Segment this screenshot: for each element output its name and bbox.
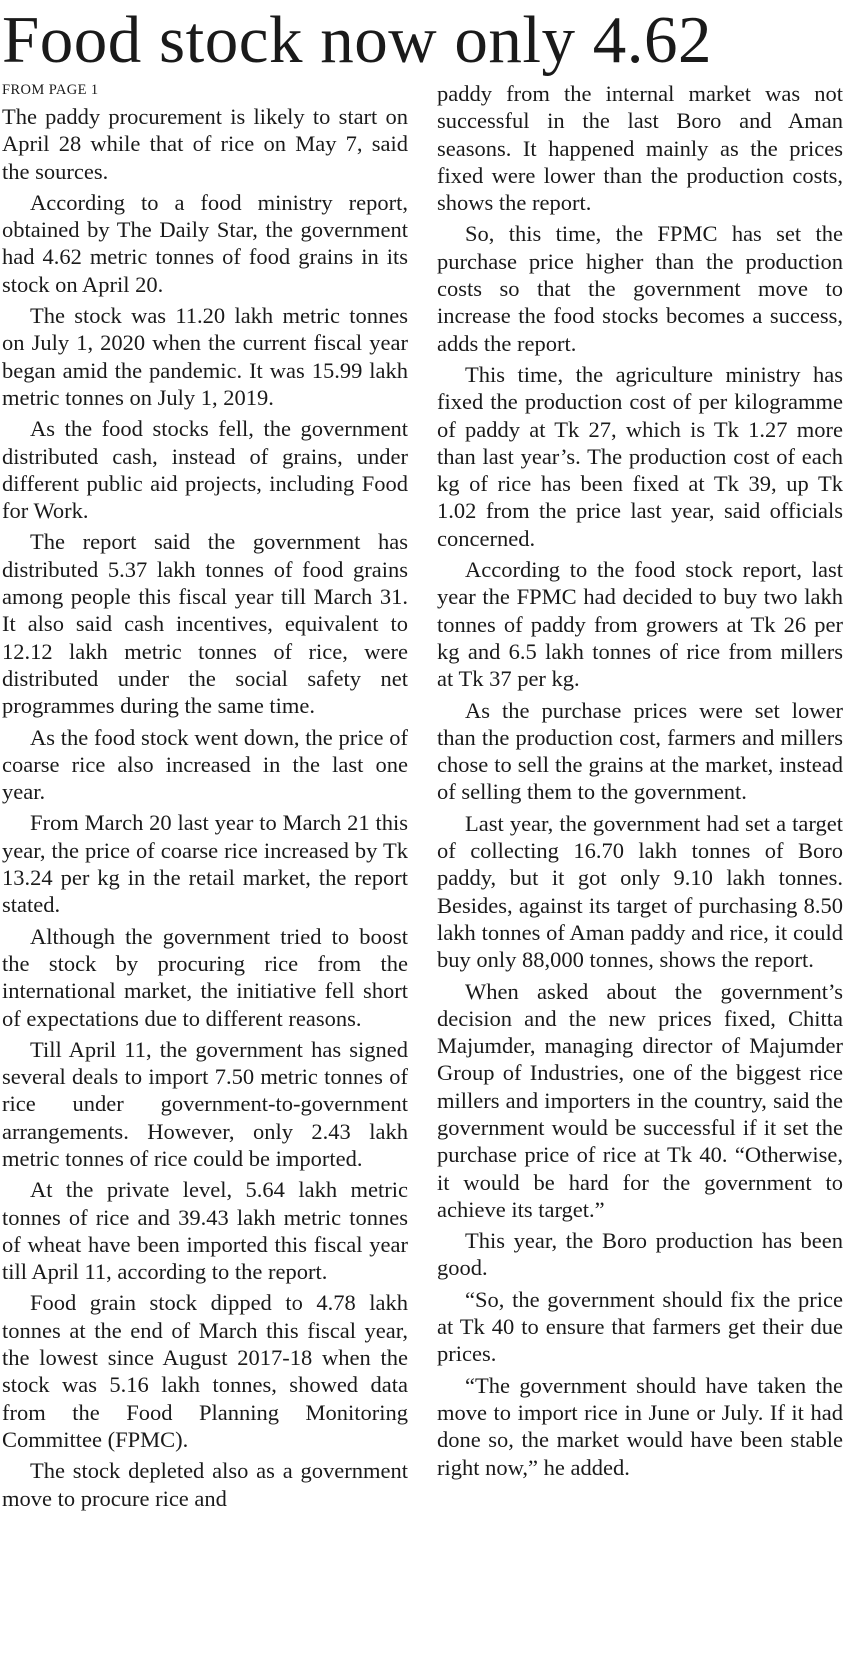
paragraph: Food grain stock dipped to 4.78 lakh tonnes at the end of March this fiscal year, the lowest since August 2017-18 when the stock was 5.16 lakh tonnes, showed data from the Food Planning Monitoring Committee (FPMC).: [2, 1290, 408, 1452]
paragraph: According to the food stock report, last year the FPMC had decided to buy two lakh tonnes of paddy from growers at Tk 26 per kg and 6.5 lakh tonnes of rice from millers at Tk 37 per kg.: [437, 557, 843, 692]
from-page-kicker: FROM PAGE 1: [2, 82, 99, 98]
paragraph: This year, the Boro production has been good.: [437, 1228, 843, 1281]
paragraph: As the food stocks fell, the government distributed cash, instead of grains, under different public aid projects, including Food for Work.: [2, 416, 408, 524]
paragraph: From March 20 last year to March 21 this year, the price of coarse rice increased by Tk 13.24 per kg in the retail market, the report stated.: [2, 810, 408, 918]
paragraph: The paddy procurement is likely to start on April 28 while that of rice on May 7, said the sources.: [2, 104, 408, 184]
paragraph: The stock was 11.20 lakh metric tonnes on July 1, 2020 when the current fiscal year began amid the pandemic. It was 15.99 lakh metric tonnes on July 1, 2019.: [2, 303, 408, 410]
paragraph: Although the government tried to boost the stock by procuring rice from the international market, the initiative fell short of expectations due to different reasons.: [2, 923, 408, 1031]
paragraph: According to a food ministry report, obtained by The Daily Star, the government had 4.62 metric tonnes of food grains in its stock on April 20.: [2, 189, 408, 297]
paragraph: Till April 11, the government has signed several deals to import 7.50 metric tonnes of rice under government-to-government arrangements. However, only 2.43 lakh metric tonnes of rice could be imported.: [2, 1036, 408, 1171]
paragraph-continued: paddy from the internal market was not successful in the last Boro and Aman seasons. It happened mainly as the prices fixed were lower than the production costs, shows the report.: [437, 81, 843, 216]
paragraph: At the private level, 5.64 lakh metric tonnes of rice and 39.43 lakh metric tonnes of wheat have been imported this fiscal year till April 11, according to the report.: [2, 1177, 408, 1285]
paragraph: The report said the government has distributed 5.37 lakh tonnes of food grains among people this fiscal year till March 31. It also said cash incentives, equivalent to 12.12 lakh metric tonnes of rice, were distributed under the social safety net programmes during the same time.: [2, 529, 408, 719]
paragraph: The stock depleted also as a government move to procure rice and: [2, 1458, 408, 1511]
paragraph: “So, the government should fix the price at Tk 40 to ensure that farmers get their due prices.: [437, 1286, 843, 1367]
paragraph: So, this time, the FPMC has set the purchase price higher than the production costs so that the government move to increase the food stocks becomes a success, adds the report.: [437, 221, 843, 356]
paragraph: As the food stock went down, the price of coarse rice also increased in the last one year.: [2, 724, 408, 805]
paragraph: When asked about the government’s decision and the new prices fixed, Chitta Majumder, managing director of Majumder Group of Industries, one of the biggest rice millers and importers in the country, said the government would be successful if it set the purchase price of rice at Tk 40. “Otherwise, it would be hard for the government to achieve its target.”: [437, 978, 843, 1222]
paragraph: As the purchase prices were set lower than the production cost, farmers and millers chose to sell the grains at the market, instead of selling them to the government.: [437, 697, 843, 805]
headline: Food stock now only 4.62: [2, 3, 712, 77]
article-column-left: [2, 80, 408, 1516]
paragraph: This time, the agriculture ministry has fixed the production cost of per kilogramme of paddy at Tk 27, which is Tk 1.27 more than last year’s. The production cost of each kg of rice has been fixed at Tk 39, up Tk 1.02 from the price last year, said officials concerned.: [437, 361, 843, 551]
paragraph: “The government should have taken the move to import rice in June or July. If it had done so, the market would have been stable right now,” he added.: [437, 1372, 843, 1480]
article-column-right: [437, 80, 843, 1485]
paragraph: Last year, the government had set a target of collecting 16.70 lakh tonnes of Boro paddy, but it got only 9.10 lakh tonnes. Besides, against its target of purchasing 8.50 lakh tonnes of Aman paddy and rice, it could buy only 88,000 tonnes, shows the report.: [437, 810, 843, 973]
